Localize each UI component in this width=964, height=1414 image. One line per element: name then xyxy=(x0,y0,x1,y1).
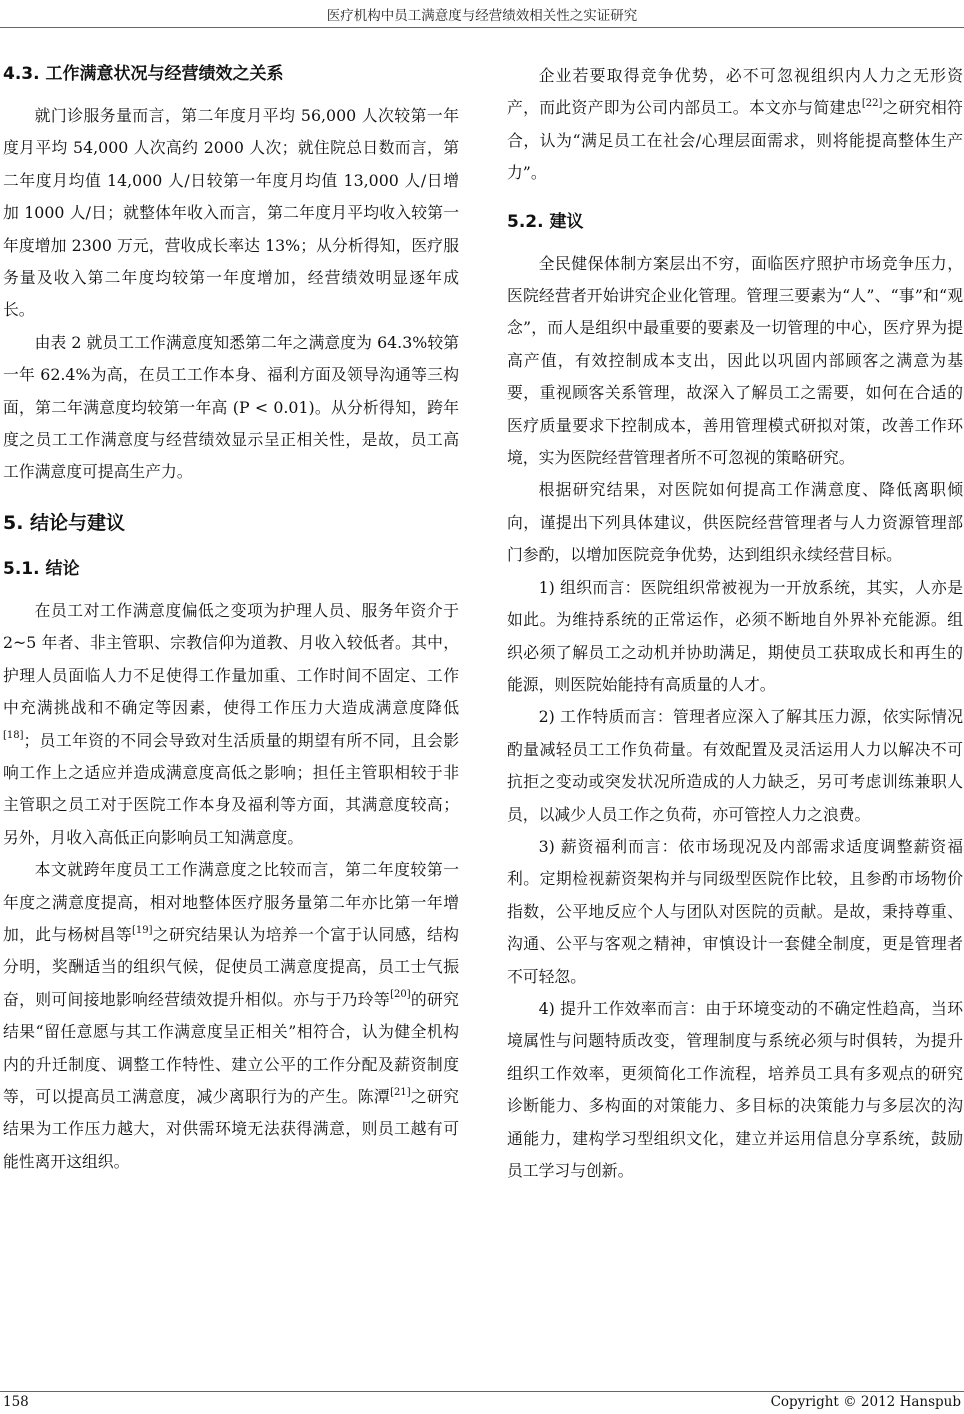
paragraph-satisfaction: 由表 2 就员工工作满意度知悉第二年之满意度为 64.3%较第一年 62.4%为高，在员工工作本身、福利方面及领导沟通等三构面，第二年满意度均较第一年高 (P < 0.01)。从分析得知，跨年度之员工工作满意度与经营绩效显示呈正相关性，是故，员工高工作满意度可提高生产力。 xyxy=(3,332,459,482)
section-heading-5: 5. 结论与建议 xyxy=(3,511,126,534)
text-run: 的研究结果“留任意愿与其工作满意度呈正相关”相符合，认为健全机构内的升迁制度、调整工作特性、建立公平的工作分配及薪资制度等，可以提高员工满意度，减少离职行为的产生。陈潭 xyxy=(3,989,459,1106)
paragraph-recommendation-4: 4) 提升工作效率而言：由于环境变动的不确定性趋高，当环境属性与问题特质改变，管理制度与系统必须与时俱转，为提升组织工作效率，更须简化工作流程，培养员工具有多观点的研究诊断能力、多构面的对策能力、多目标的决策能力与多层次的沟通能力，建构学习型组织文化，建立并运用信息分享系统，鼓励员工学习与创新。 xyxy=(507,998,963,1180)
text-run: 在员工对工作满意度偏低之变项为护理人员、服务年资介于 2~5 年者、非主管职、宗教信仰为道教、月收入较低者。其中，护理人员面临人力不足使得工作量加重、工作时间不固定、工作中充满挑战和不确定等因素，使得工作压力大造成满意度降低 xyxy=(3,600,459,718)
text-run: 之研究结果为工作压力越大，对供需环境无法获得满意，则员工越有可能性离开这组织。 xyxy=(3,1086,459,1171)
section-heading-5-1: 5.1. 结论 xyxy=(3,558,80,579)
left-column xyxy=(3,58,459,1178)
running-head: 医疗机构中员工满意度与经营绩效相关性之实证研究 xyxy=(326,8,638,24)
paragraph-competitive-advantage xyxy=(507,60,963,190)
header-rule xyxy=(0,27,964,28)
text-run: 本文就跨年度员工工作满意度之比较而言，第二年度较第一年度之满意度提高，相对地整体医疗服务量第二年亦比第一年增加，此与杨树昌等 xyxy=(3,860,459,944)
citation-21: [21] xyxy=(390,1086,411,1098)
text-run: 之研究结果认为培养一个富于认同感，结构分明，奖酬适当的组织气候，促使员工满意度提高，员工士气振奋，则可间接地影响经营绩效提升相似。亦与于乃玲等 xyxy=(3,924,459,1009)
citation-22: [22] xyxy=(861,98,883,110)
paragraph-health-insurance: 全民健保体制方案层出不穷，面临医疗照护市场竞争压力，医院经营者开始讲究企业化管理。管理三要素为“人”、“事”和“观念”，而人是组织中最重要的要素及一切管理的中心，医疗界为提高产值，有效控制成本支出，因此以巩固内部顾客之满意为基要，重视顾客关系管理，故深入了解员工之需要，如何在合适的医疗质量要求下控制成本，善用管理模式研拟对策，改善工作环境，实为医院经营管理者所不可忽视的策略研究。 xyxy=(507,253,963,468)
section-heading-4-3: 4.3. 工作满意状况与经营绩效之关系 xyxy=(3,64,284,84)
paragraph-recommendation-3: 3) 薪资福利而言：依市场现况及内部需求适度调整薪资福利。定期检视薪资架构并与同级型医院作比较，且参酌市场物价指数，公平地反应个人与团队对医院的贡献。是故，秉持尊重、沟通、公平与客观之精神，审慎设计一套健全制度，更是管理者不可轻忽。 xyxy=(507,836,963,986)
page-number: 158 xyxy=(3,1394,29,1410)
text-run: 之研究相符合，认为“满足员工在社会/心理层面需求，则将能提高整体生产力”。 xyxy=(507,98,963,183)
copyright-notice: Copyright © 2012 Hanspub xyxy=(770,1394,961,1410)
section-heading-5-2: 5.2. 建议 xyxy=(507,211,584,232)
paragraph-recommendation-2: 2) 工作特质而言：管理者应深入了解其压力源，依实际情况酌量减轻员工工作负荷量。有效配置及灵活运用人力以解决不可抗拒之变动或突发状况所造成的人力缺乏，另可考虑训练兼职人员，以减少人员工作之负荷，亦可管控人力之浪费。 xyxy=(507,707,963,824)
citation-19: [19] xyxy=(132,924,153,936)
footer-rule xyxy=(0,1391,964,1392)
text-run: ；员工年资的不同会导致对生活质量的期望有所不同，且会影响工作上之适应并造成满意度高低之影响；担任主管职相较于非主管职之员工对于医院工作本身及福利等方面，其满意度较高；另外，月收入高低正向影响员工知满意度。 xyxy=(3,730,459,847)
paragraph-outpatient: 就门诊服务量而言，第二年度月平均 56,000 人次较第一年度月平均 54,000 人次高约 2000 人次；就住院总日数而言，第二年度月均值 14,000 人/日较第一年度月均值 13,000 人/日增加 1000 人/日；就整体年收入而言，第二年度月平均收入较第一年度增加 2300 万元，营收成长率达 13%；从分析得知，医疗服务量及收入第二年度均较第一年度增加，经营绩效明显逐年成长。 xyxy=(3,106,459,320)
paragraph-recommendations-intro: 根据研究结果，对医院如何提高工作满意度、降低离职倾向，谨提出下列具体建议，供医院经营管理者与人力资源管理部门参酌，以增加医院竞争优势，达到组织永续经营目标。 xyxy=(507,480,963,565)
citation-18: [18] xyxy=(3,730,24,742)
paragraph-cross-year xyxy=(3,854,459,1178)
citation-20: [20] xyxy=(390,989,411,1001)
paragraph-recommendation-1: 1) 组织而言：医院组织常被视为一开放系统，其实，人亦是如此。为维持系统的正常运作，必须不断地自外界补充能源。组织必须了解员工之动机并协助满足，期使员工获取成长和再生的能源，则医院始能持有高质量的人才。 xyxy=(507,577,963,694)
text-run: 企业若要取得竞争优势，必不可忽视组织内人力之无形资产，而此资产即为公司内部员工。本文亦与简建忠 xyxy=(507,66,963,118)
paragraph-low-satisfaction xyxy=(3,595,459,854)
right-column xyxy=(507,60,963,1187)
